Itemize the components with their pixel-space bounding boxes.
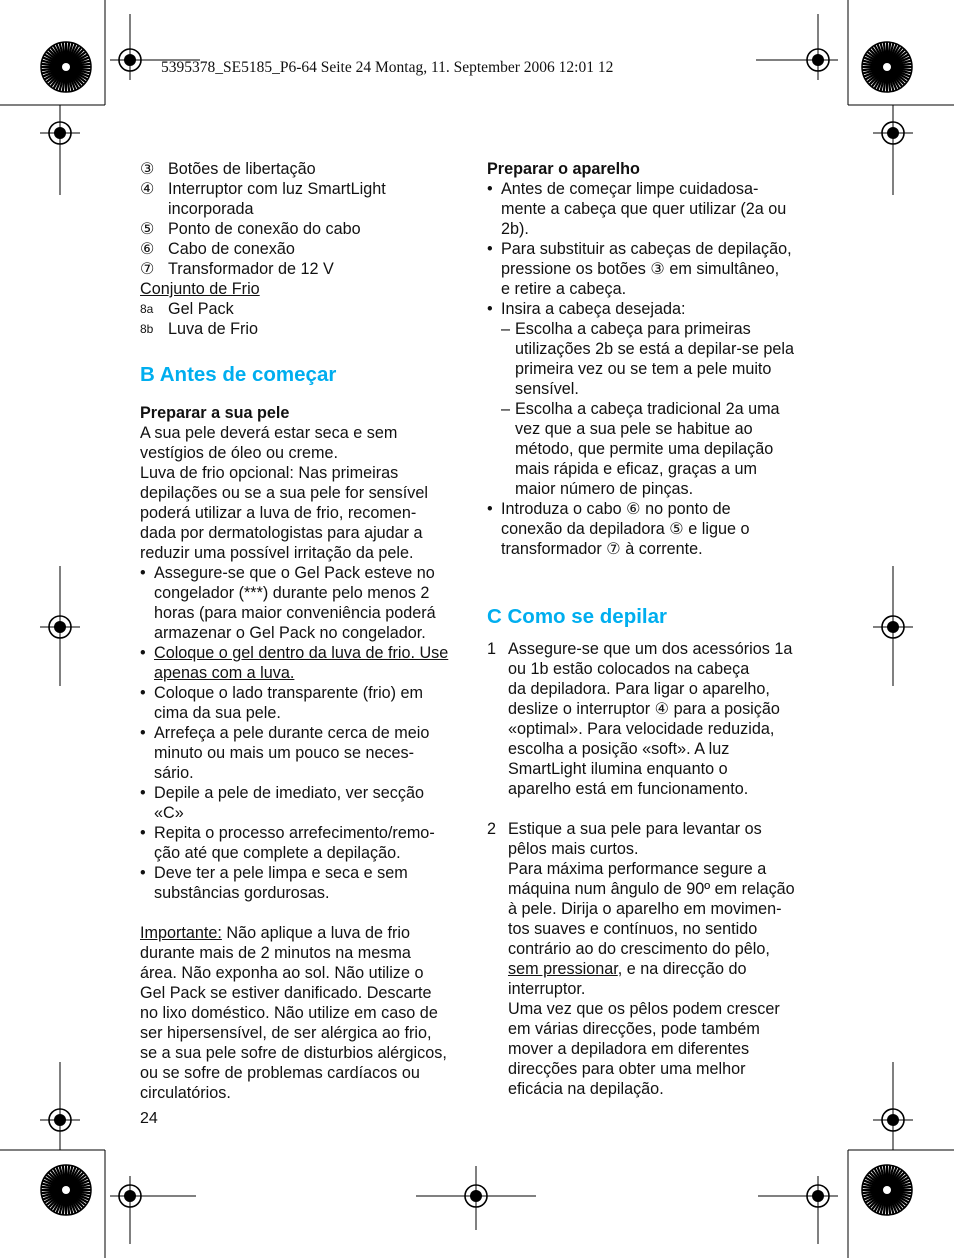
bullet-epilate-now: • Depile a pele de imediato, ver secção «C» [140, 784, 424, 822]
bullet-transparent-side: • Coloque o lado transparente (frio) em cima da sua pele. [140, 684, 424, 722]
bullet-repeat: • Repita o processo arrefecimento/remo- ção até que complete a depilação. [140, 824, 435, 862]
bullet-cool-skin: • Arrefeça a pele durante cerca de meio minuto ou mais um pouco se neces- sário. [140, 724, 430, 782]
dash-first-use-head: – Escolha a cabeça para primeiras utilizações 2b se está a depilar-se pela primeira vez ou se tem a pele muito sensível. [501, 320, 794, 398]
right-column [487, 159, 817, 1099]
dash-traditional-head: – Escolha a cabeça tradicional 2a uma vez que a sua pele se habitue ao método, que permite uma depilação mais rápida e eficaz, graças a um maior número de pinças. [501, 400, 780, 498]
prep-skin-title: Preparar a sua pele [140, 404, 290, 422]
cold-item-glove: 8b Luva de Frio [140, 320, 258, 338]
parts-item-4: ④ Interruptor com luz SmartLight incorporada [140, 180, 386, 218]
parts-item-7: ⑦ Transformador de 12 V [140, 260, 334, 278]
bullet-gel-pack-freezer: • Assegure-se que o Gel Pack esteve no congelador (***) durante pelo menos 2 horas (para maior conveniência poderá armazenar o Gel Pack no congelador. [140, 564, 436, 642]
step-2: 2 Estique a sua pele para levantar os pêlos mais curtos. Para máxima performance segure a máquina num ângulo de 90º em relação à pele. Dirija o aparelho em movimen- tos suaves e contínuos, no sentido contrário ao do crescimento do pêlo, sem pressionar, e na direcção do interruptor. Uma vez que os pêlos podem crescer em várias direcções, pode também mover a depiladora em diferentes direcções para obter uma melhor eficácia na depilação. [487, 820, 795, 1098]
print-header: 5395378_SE5185_P6-64 Seite 24 Montag, 11. September 2006 12:01 12 [161, 59, 614, 76]
bullet-insert-head: • Insira a cabeça desejada: [487, 300, 686, 318]
left-column: ③ Botões de libertação ④ Interruptor com luz SmartLight incorporada ⑤ Ponto de conexão do cabo ⑥ Cabo de conexão ⑦ Transformador de 12 V Conjunto de Frio 8a Gel Pack 8b Luva de Frio B Antes de começar Preparar a sua pele A sua pele deverá estar seca e sem vestígios de óleo ou creme. Luva de frio opcional: Nas primeiras depilações ou se a sua pele for sensível poderá utilizar a luva de frio, recomen- dada por dermatologistas para ajudar a reduzir uma possível irritação da pele. • Assegure-se que o Gel Pack esteve no congelador (***) durante pelo menos 2 horas (para maior conveniência poderá armazenar o Gel Pack no congelador. • Coloque o gel dentro da luva de frio. Use apenas com a luva. • Coloque o lado transparente (frio) em cima da sua pele. • Arrefeça a pele durante cerca de meio minuto ou mais um pouco se neces- sário. • Depile a pele de imediato, ver secção «C» • Repita o processo arrefecimento/remo- ção até que complete a depilação. • Deve ter a pele limpa e seca e sem substâncias gordurosas. Importante: Não aplique a luva de frio durante mais de 2 minutos na mesma área. Não exponha ao sol. Não utilize o Gel Pack se estiver danificado. Descarte no lixo doméstico. Não utilize em caso de ser hipersensível, de ser alérgica ao frio, se a sua pele sofre de disturbios alérgicos, ou se sofre de problemas cardíacos ou circulatórios. [140, 159, 470, 1103]
cold-item-gel-pack: 8a Gel Pack [140, 300, 234, 318]
page-number: 24 [140, 1110, 158, 1127]
cold-set-label: Conjunto de Frio [140, 280, 260, 298]
bullet-clean-head: • Antes de começar limpe cuidadosa- mente a cabeça que quer utilizar (2a ou 2b). [487, 180, 787, 238]
prep-device-title: Preparar o aparelho [487, 160, 640, 178]
section-b-title: B Antes de começar [140, 363, 337, 386]
bullet-clean-skin: • Deve ter a pele limpa e seca e sem substâncias gordurosas. [140, 864, 408, 902]
parts-item-6: ⑥ Cabo de conexão [140, 240, 295, 258]
bullet-gel-in-glove: • Coloque o gel dentro da luva de frio. Use apenas com a luva. [140, 644, 449, 682]
bullet-connect-cable: • Introduza o cabo ⑥ no ponto de conexão da depiladora ⑤ e ligue o transformador ⑦ à corrente. [487, 500, 750, 558]
parts-item-5: ⑤ Ponto de conexão do cabo [140, 220, 361, 238]
parts-item-3: ③ Botões de libertação [140, 160, 316, 178]
section-c-title: C Como se depilar [487, 605, 667, 628]
important-note: Importante: Não aplique a luva de frio [140, 924, 410, 942]
step-1: 1 Assegure-se que um dos acessórios 1a ou 1b estão colocados na cabeça da depiladora. Para ligar o aparelho, deslize o interruptor ④ para a posição «optimal». Para velocidade reduzida, escolha a posição «soft». A luz SmartLight ilumina enquanto o aparelho está em funcionamento. [487, 640, 793, 798]
bullet-replace-head: • Para substituir as cabeças de depilação, pressione os botões ③ em simultâneo, e retire a cabeça. [487, 240, 792, 298]
